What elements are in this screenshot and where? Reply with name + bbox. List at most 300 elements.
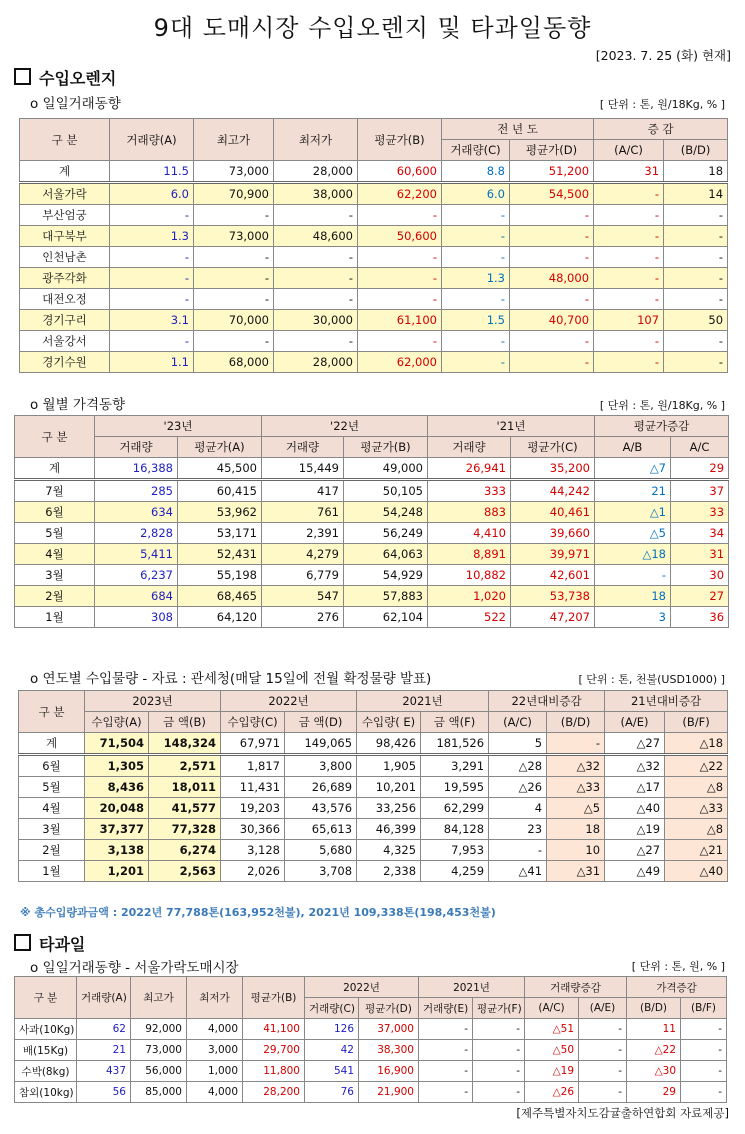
table-row (19, 819, 728, 840)
other-fruit-table (14, 976, 727, 1103)
avg-2021-cell: 53,738 (511, 586, 595, 607)
ac-cell: 23 (489, 819, 547, 840)
table-row (15, 1061, 727, 1082)
prev-volume-cell: 1.5 (442, 310, 510, 331)
avg-price-cell: 61,100 (358, 310, 442, 331)
table-row (20, 247, 728, 268)
volume-2021-cell: 883 (428, 502, 511, 523)
bf-cell: △18 (665, 733, 728, 755)
header-qty-a: 수입량(A) (85, 712, 149, 733)
avg-price-cell: - (358, 247, 442, 268)
import-unit: [ 단위 : 톤, 천불(USD1000) ] (578, 673, 725, 686)
header-volume-change: 거래량증감 (525, 977, 627, 998)
prev-volume-cell: 6.0 (442, 183, 510, 205)
max-price-cell: - (194, 205, 274, 226)
other-subtitle: ο 일일거래동향 - 서울가락도매시장 (30, 960, 239, 976)
bf-cell: △33 (665, 798, 728, 819)
avg-2022-cell: 21,900 (359, 1082, 419, 1103)
row-label: 부산엄궁 (20, 205, 110, 226)
ae-cell: △32 (605, 755, 665, 777)
min-price-cell: - (274, 331, 358, 352)
vol-2022-cell: 76 (305, 1082, 359, 1103)
table-row (15, 607, 729, 628)
ab-cell: - (595, 565, 671, 586)
ac-cell: △28 (489, 755, 547, 777)
ac-cell: - (594, 226, 664, 247)
ac-cell: △26 (489, 777, 547, 798)
volume-2021-cell: 10,882 (428, 565, 511, 586)
ac-cell: - (594, 205, 664, 226)
amt-2022-cell: 43,576 (285, 798, 357, 819)
avg-2022-cell: 49,000 (344, 458, 428, 480)
avg-2021-cell: 35,200 (511, 458, 595, 480)
ae-cell: △49 (605, 861, 665, 882)
page-title: 9대 도매시장 수입오렌지 및 타과일동향 (153, 14, 592, 42)
header-2021: 2021년 (419, 977, 525, 998)
row-label: 수박(8kg) (15, 1061, 77, 1082)
bd-cell: - (664, 226, 728, 247)
row-label: 3월 (15, 565, 95, 586)
square-bullet-icon (14, 934, 31, 951)
header-amt-b: 금 액(B) (149, 712, 221, 733)
vol-2022-cell: 126 (305, 1019, 359, 1040)
table-row (15, 502, 729, 523)
table-row (20, 310, 728, 331)
ab-cell: △7 (595, 458, 671, 480)
row-label: 대구북부 (20, 226, 110, 247)
prev-volume-cell: 8.8 (442, 161, 510, 183)
volume-2022-cell: 276 (262, 607, 344, 628)
max-price-cell: - (194, 268, 274, 289)
min-price-cell: - (274, 268, 358, 289)
row-label: 2월 (19, 840, 85, 861)
header-2023: 2023년 (85, 691, 221, 712)
volume-cell: 3.1 (110, 310, 194, 331)
row-label: 계 (20, 161, 110, 183)
other-unit: [ 단위 : 톤, 원, % ] (631, 960, 725, 973)
header-avg-b: 평균가(B) (344, 437, 428, 458)
ae-cell: △19 (605, 819, 665, 840)
avg-2023-cell: 60,415 (178, 480, 262, 502)
avg-2023-cell: 45,500 (178, 458, 262, 480)
ac-cell: 36 (671, 607, 729, 628)
avg-2022-cell: 57,883 (344, 586, 428, 607)
qty-2021-cell: 1,905 (357, 755, 421, 777)
prev-avg-cell: 40,700 (510, 310, 594, 331)
header-bd: (B/D) (547, 712, 605, 733)
table-row (15, 1040, 727, 1061)
amt-2021-cell: 62,299 (421, 798, 489, 819)
max-price-cell: 68,000 (194, 352, 274, 373)
prev-volume-cell: - (442, 352, 510, 373)
bd-cell: - (664, 331, 728, 352)
qty-2021-cell: 2,338 (357, 861, 421, 882)
ac-cell: - (594, 183, 664, 205)
bf-cell: - (681, 1040, 727, 1061)
monthly-subtitle: ο 월별 가격동향 (30, 397, 126, 413)
header-2022: 2022년 (305, 977, 419, 998)
table-row (19, 733, 728, 755)
header-qty-e: 수입량( E) (357, 712, 421, 733)
header-ae: (A/E) (579, 998, 627, 1019)
prev-volume-cell: - (442, 247, 510, 268)
prev-avg-cell: 48,000 (510, 268, 594, 289)
avg-2023-cell: 64,120 (178, 607, 262, 628)
amt-2022-cell: 26,689 (285, 777, 357, 798)
amt-2023-cell: 2,563 (149, 861, 221, 882)
header-volume: 거래량 (95, 437, 178, 458)
ac-cell: △19 (525, 1061, 579, 1082)
row-label: 1월 (19, 861, 85, 882)
row-label: 광주각화 (20, 268, 110, 289)
header-change: 증 감 (594, 119, 728, 140)
max-price-cell: - (194, 247, 274, 268)
header-vs-2022: 22년대비증감 (489, 691, 605, 712)
ac-cell: △50 (525, 1040, 579, 1061)
bd-cell: - (664, 352, 728, 373)
row-label: 4월 (15, 544, 95, 565)
square-bullet-icon (14, 68, 31, 85)
ae-cell: △27 (605, 733, 665, 755)
avg-2022-cell: 62,104 (344, 607, 428, 628)
vol-2022-cell: 42 (305, 1040, 359, 1061)
header-ac: (A/C) (525, 998, 579, 1019)
table-row (15, 565, 729, 586)
prev-avg-cell: - (510, 289, 594, 310)
avg-2022-cell: 64,063 (344, 544, 428, 565)
ae-cell: - (579, 1082, 627, 1103)
bf-cell: - (681, 1061, 727, 1082)
qty-2023-cell: 8,436 (85, 777, 149, 798)
row-label: 배(15Kg) (15, 1040, 77, 1061)
ac-cell: - (594, 268, 664, 289)
prev-volume-cell: - (442, 226, 510, 247)
header-2023: '23년 (95, 416, 262, 437)
source-credit: [제주특별자치도감귤출하연합회 자료제공] (516, 1106, 729, 1120)
max-price-cell: 56,000 (131, 1061, 187, 1082)
ac-cell: 33 (671, 502, 729, 523)
amt-2023-cell: 77,328 (149, 819, 221, 840)
ac-cell: - (594, 331, 664, 352)
prev-volume-cell: - (442, 205, 510, 226)
bf-cell: △8 (665, 777, 728, 798)
ac-cell: 31 (594, 161, 664, 183)
avg-price-cell: - (358, 205, 442, 226)
avg-2023-cell: 53,962 (178, 502, 262, 523)
min-price-cell: - (274, 247, 358, 268)
amt-2023-cell: 6,274 (149, 840, 221, 861)
ae-cell: △27 (605, 840, 665, 861)
daily-table (19, 118, 728, 373)
volume-cell: 6.0 (110, 183, 194, 205)
table-row (20, 205, 728, 226)
volume-2023-cell: 16,388 (95, 458, 178, 480)
header-2021: 2021년 (357, 691, 489, 712)
ae-cell: - (579, 1040, 627, 1061)
row-label: 5월 (19, 777, 85, 798)
avg-2021-cell: 39,660 (511, 523, 595, 544)
amt-2021-cell: 181,526 (421, 733, 489, 755)
prev-volume-cell: 1.3 (442, 268, 510, 289)
volume-2023-cell: 308 (95, 607, 178, 628)
bd-cell: 18 (547, 819, 605, 840)
avg-2022-cell: 54,929 (344, 565, 428, 586)
min-price-cell: 4,000 (187, 1082, 243, 1103)
row-label: 서울강서 (20, 331, 110, 352)
ab-cell: 18 (595, 586, 671, 607)
avg-2023-cell: 52,431 (178, 544, 262, 565)
avg-2021-cell: 39,971 (511, 544, 595, 565)
amt-2022-cell: 3,800 (285, 755, 357, 777)
table-row (20, 226, 728, 247)
row-label: 대전오정 (20, 289, 110, 310)
qty-2021-cell: 10,201 (357, 777, 421, 798)
ac-cell: 4 (489, 798, 547, 819)
volume-2022-cell: 6,779 (262, 565, 344, 586)
qty-2021-cell: 98,426 (357, 733, 421, 755)
prev-avg-cell: 54,500 (510, 183, 594, 205)
header-volume: 거래량(A) (110, 119, 194, 161)
avg-price-cell: 11,800 (243, 1061, 305, 1082)
qty-2022-cell: 30,366 (221, 819, 285, 840)
qty-2022-cell: 19,203 (221, 798, 285, 819)
amt-2023-cell: 41,577 (149, 798, 221, 819)
qty-2022-cell: 1,817 (221, 755, 285, 777)
bf-cell: △40 (665, 861, 728, 882)
monthly-table (14, 415, 729, 628)
import-note: ※ 총수입량과금액 : 2022년 77,788톤(163,952천불), 2021년 109,338톤(198,453천불) (20, 906, 496, 919)
max-price-cell: - (194, 289, 274, 310)
ac-cell: - (594, 352, 664, 373)
vol-2021-cell: - (419, 1061, 473, 1082)
volume-2023-cell: 634 (95, 502, 178, 523)
amt-2023-cell: 18,011 (149, 777, 221, 798)
volume-2021-cell: 333 (428, 480, 511, 502)
avg-2023-cell: 68,465 (178, 586, 262, 607)
bd-cell: △33 (547, 777, 605, 798)
row-label: 5월 (15, 523, 95, 544)
row-label: 3월 (19, 819, 85, 840)
volume-2023-cell: 684 (95, 586, 178, 607)
volume-2021-cell: 8,891 (428, 544, 511, 565)
header-bd: (B/D) (627, 998, 681, 1019)
header-ac: (A/C) (489, 712, 547, 733)
row-label: 1월 (15, 607, 95, 628)
table-row (20, 183, 728, 205)
header-ac: (A/C) (594, 140, 664, 161)
volume-2022-cell: 4,279 (262, 544, 344, 565)
max-price-cell: 70,000 (194, 310, 274, 331)
header-avg-c: 평균가(C) (511, 437, 595, 458)
qty-2023-cell: 1,305 (85, 755, 149, 777)
header-prev-volume: 거래량(C) (442, 140, 510, 161)
avg-2023-cell: 53,171 (178, 523, 262, 544)
header-bf: (B/F) (665, 712, 728, 733)
min-price-cell: 30,000 (274, 310, 358, 331)
volume-2021-cell: 522 (428, 607, 511, 628)
amt-2021-cell: 19,595 (421, 777, 489, 798)
header-volume: 거래량 (428, 437, 511, 458)
prev-avg-cell: - (510, 226, 594, 247)
volume-2021-cell: 1,020 (428, 586, 511, 607)
ac-cell: △51 (525, 1019, 579, 1040)
qty-2021-cell: 46,399 (357, 819, 421, 840)
volume-2022-cell: 15,449 (262, 458, 344, 480)
avg-price-cell: - (358, 289, 442, 310)
row-label: 7월 (15, 480, 95, 502)
header-price-change: 가격증감 (627, 977, 727, 998)
bf-cell: △22 (665, 755, 728, 777)
ac-cell: 107 (594, 310, 664, 331)
volume-2022-cell: 2,391 (262, 523, 344, 544)
volume-cell: 62 (77, 1019, 131, 1040)
bd-cell: - (664, 268, 728, 289)
qty-2022-cell: 2,026 (221, 861, 285, 882)
header-vol-c: 거래량(C) (305, 998, 359, 1019)
header-2022: 2022년 (221, 691, 357, 712)
max-price-cell: 70,900 (194, 183, 274, 205)
volume-2023-cell: 2,828 (95, 523, 178, 544)
min-price-cell: 38,000 (274, 183, 358, 205)
bf-cell: - (681, 1082, 727, 1103)
bd-cell: 11 (627, 1019, 681, 1040)
section-heading-other-fruit: 타과일 (14, 932, 85, 955)
header-prev-avg: 평균가(D) (510, 140, 594, 161)
table-row (19, 798, 728, 819)
row-label: 4월 (19, 798, 85, 819)
row-label: 6월 (15, 502, 95, 523)
avg-2021-cell: 44,242 (511, 480, 595, 502)
ac-cell: △41 (489, 861, 547, 882)
avg-price-cell: - (358, 331, 442, 352)
amt-2023-cell: 148,324 (149, 733, 221, 755)
volume-cell: 11.5 (110, 161, 194, 183)
report-date: [2023. 7. 25 (화) 현재] (595, 48, 731, 63)
row-label: 6월 (19, 755, 85, 777)
prev-avg-cell: - (510, 247, 594, 268)
header-avg-a: 평균가(A) (178, 437, 262, 458)
volume-2022-cell: 547 (262, 586, 344, 607)
qty-2022-cell: 3,128 (221, 840, 285, 861)
ac-cell: 31 (671, 544, 729, 565)
vol-2021-cell: - (419, 1040, 473, 1061)
bd-cell: - (664, 247, 728, 268)
volume-cell: - (110, 247, 194, 268)
ab-cell: △5 (595, 523, 671, 544)
avg-price-cell: - (358, 268, 442, 289)
prev-avg-cell: - (510, 205, 594, 226)
ac-cell: 34 (671, 523, 729, 544)
prev-volume-cell: - (442, 331, 510, 352)
vol-2021-cell: - (419, 1082, 473, 1103)
ac-cell: △26 (525, 1082, 579, 1103)
ab-cell: 21 (595, 480, 671, 502)
avg-2022-cell: 54,248 (344, 502, 428, 523)
max-price-cell: - (194, 331, 274, 352)
avg-2021-cell: 42,601 (511, 565, 595, 586)
amt-2021-cell: 84,128 (421, 819, 489, 840)
header-price-change: 평균가증감 (595, 416, 729, 437)
bd-cell: - (664, 289, 728, 310)
ae-cell: - (579, 1019, 627, 1040)
header-avg-d: 평균가(D) (359, 998, 419, 1019)
ac-cell: 30 (671, 565, 729, 586)
amt-2022-cell: 3,708 (285, 861, 357, 882)
row-label: 2월 (15, 586, 95, 607)
ac-cell: - (594, 289, 664, 310)
table-row (20, 161, 728, 183)
bd-cell: △31 (547, 861, 605, 882)
ab-cell: △1 (595, 502, 671, 523)
ae-cell: - (579, 1061, 627, 1082)
volume-cell: 56 (77, 1082, 131, 1103)
min-price-cell: 4,000 (187, 1019, 243, 1040)
header-avg-f: 평균가(F) (473, 998, 525, 1019)
monthly-unit: [ 단위 : 톤, 원/18Kg, % ] (599, 399, 725, 412)
table-row (15, 523, 729, 544)
bd-cell: - (664, 205, 728, 226)
header-gubun: 구 분 (15, 416, 95, 458)
bd-cell: 18 (664, 161, 728, 183)
prev-volume-cell: - (442, 289, 510, 310)
ab-cell: 3 (595, 607, 671, 628)
volume-2022-cell: 761 (262, 502, 344, 523)
volume-cell: 1.3 (110, 226, 194, 247)
avg-price-cell: 62,200 (358, 183, 442, 205)
table-row (15, 544, 729, 565)
avg-2022-cell: 38,300 (359, 1040, 419, 1061)
header-gubun: 구 분 (15, 977, 77, 1019)
table-row (20, 331, 728, 352)
volume-cell: - (110, 268, 194, 289)
section-heading-orange: 수입오렌지 (14, 66, 116, 89)
bf-cell: △21 (665, 840, 728, 861)
avg-price-cell: 62,000 (358, 352, 442, 373)
table-row (19, 755, 728, 777)
min-price-cell: 1,000 (187, 1061, 243, 1082)
bd-cell: - (547, 733, 605, 755)
header-min: 최저가 (187, 977, 243, 1019)
row-label: 사과(10Kg) (15, 1019, 77, 1040)
row-label: 계 (15, 458, 95, 480)
header-avg: 평균가(B) (243, 977, 305, 1019)
ac-cell: - (489, 840, 547, 861)
avg-price-cell: 28,200 (243, 1082, 305, 1103)
ae-cell: △17 (605, 777, 665, 798)
min-price-cell: 3,000 (187, 1040, 243, 1061)
table-row (20, 289, 728, 310)
qty-2023-cell: 37,377 (85, 819, 149, 840)
avg-2021-cell: 40,461 (511, 502, 595, 523)
max-price-cell: 73,000 (194, 161, 274, 183)
prev-avg-cell: - (510, 331, 594, 352)
prev-avg-cell: 51,200 (510, 161, 594, 183)
avg-2023-cell: 55,198 (178, 565, 262, 586)
header-qty-c: 수입량(C) (221, 712, 285, 733)
row-label: 인천남촌 (20, 247, 110, 268)
volume-cell: - (110, 205, 194, 226)
amt-2022-cell: 5,680 (285, 840, 357, 861)
qty-2023-cell: 3,138 (85, 840, 149, 861)
table-row (15, 1019, 727, 1040)
header-ae: (A/E) (605, 712, 665, 733)
header-2022: '22년 (262, 416, 428, 437)
qty-2021-cell: 4,325 (357, 840, 421, 861)
bd-cell: △22 (627, 1040, 681, 1061)
max-price-cell: 85,000 (131, 1082, 187, 1103)
amt-2022-cell: 149,065 (285, 733, 357, 755)
bf-cell: △8 (665, 819, 728, 840)
